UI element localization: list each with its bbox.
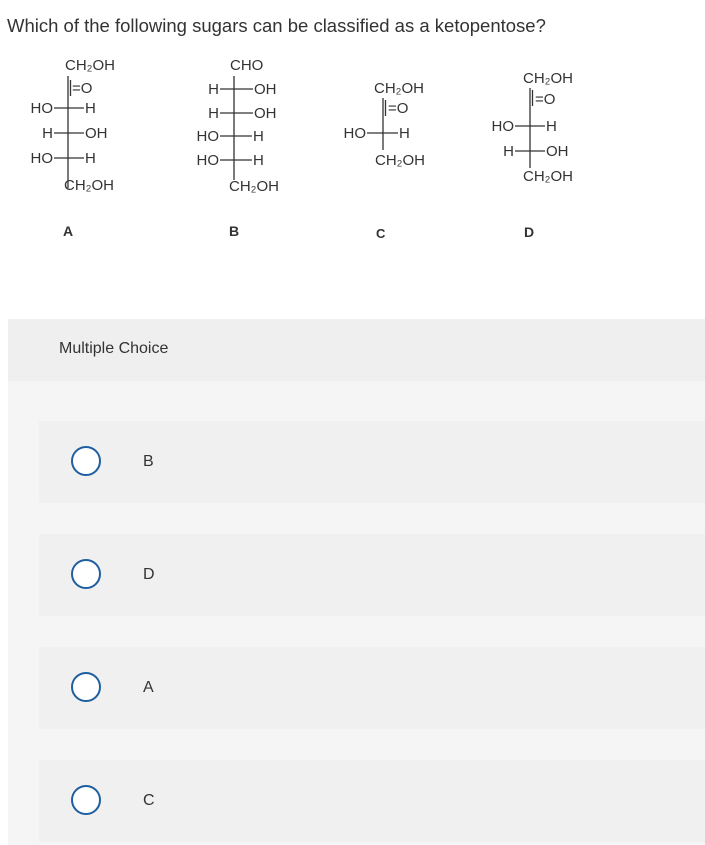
structure-b-row-2-right: OH xyxy=(254,105,277,122)
multiple-choice-label: Multiple Choice xyxy=(59,340,169,357)
structure-d-row-1-right: H xyxy=(546,118,557,135)
structure-b-row-4-right: H xyxy=(253,152,264,169)
multiple-choice-header xyxy=(8,319,705,381)
structure-a-letter: A xyxy=(63,223,74,239)
radio-button[interactable] xyxy=(71,446,101,476)
structure-a-row-3-left: HO xyxy=(30,150,53,167)
structure-d-row-2-right: OH xyxy=(546,143,569,160)
answer-option-label: D xyxy=(143,566,155,583)
structure-b-row-2-left: H xyxy=(208,105,219,122)
structure-a-carbonyl: =O xyxy=(72,80,93,97)
structure-b-row-1-right: OH xyxy=(254,81,277,98)
structure-d-letter: D xyxy=(524,224,535,240)
answer-option-label: A xyxy=(143,679,154,696)
structure-b-letter: B xyxy=(229,223,240,239)
structure-d-top-group: CH₂OH xyxy=(523,70,573,87)
structure-a xyxy=(31,57,116,239)
structure-b-row-4-left: HO xyxy=(196,152,219,169)
structure-a-row-2-right: OH xyxy=(85,125,108,142)
structure-d-bottom-group: CH₂OH xyxy=(523,168,573,185)
answer-option-c[interactable] xyxy=(39,760,705,842)
structure-d-carbonyl: =O xyxy=(535,91,556,108)
answer-option-label: C xyxy=(143,792,155,809)
structure-c-letter: C xyxy=(376,226,386,241)
structure-c xyxy=(344,80,426,241)
structure-c-carbonyl: =O xyxy=(388,100,409,117)
answer-option-a[interactable] xyxy=(39,647,705,729)
structure-a-top-group: CH₂OH xyxy=(65,57,115,74)
structure-a-row-1-left: HO xyxy=(30,100,53,117)
structure-b-bottom-group: CH₂OH xyxy=(229,178,279,195)
structure-b-row-1-left: H xyxy=(208,81,219,98)
structure-a-bottom-group: CH₂OH xyxy=(64,177,114,194)
structure-b xyxy=(197,57,280,239)
structure-b-row-3-right: H xyxy=(253,128,264,145)
structure-b-row-3-left: HO xyxy=(196,128,219,145)
structure-d-row-2-left: H xyxy=(503,143,514,160)
structure-c-row-1-left: HO xyxy=(343,125,366,142)
multiple-choice-panel xyxy=(8,319,705,845)
structure-a-row-3-right: H xyxy=(85,150,96,167)
structure-c-bottom-group: CH₂OH xyxy=(375,152,425,169)
radio-button[interactable] xyxy=(71,785,101,815)
answer-option-d[interactable] xyxy=(39,534,705,616)
answer-option-label: B xyxy=(143,453,154,470)
fischer-projections xyxy=(0,0,705,250)
structure-a-row-1-right: H xyxy=(85,100,96,117)
structure-a-row-2-left: H xyxy=(42,125,53,142)
question-text: Which of the following sugars can be classified as a ketopentose? xyxy=(7,15,546,36)
structure-d xyxy=(492,70,574,240)
structure-c-top-group: CH₂OH xyxy=(374,80,424,97)
radio-button[interactable] xyxy=(71,672,101,702)
answer-option-b[interactable] xyxy=(39,421,705,503)
structure-c-row-1-right: H xyxy=(399,125,410,142)
radio-button[interactable] xyxy=(71,559,101,589)
structure-d-row-1-left: HO xyxy=(491,118,514,135)
structure-b-top-group: CHO xyxy=(230,57,264,74)
